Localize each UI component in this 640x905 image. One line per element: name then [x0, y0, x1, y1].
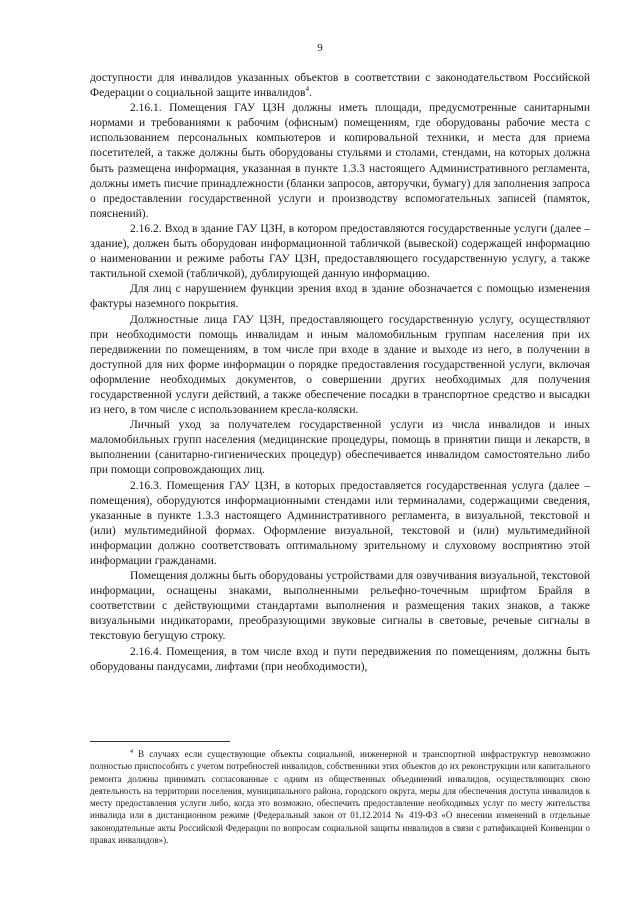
paragraph-vision-impaired: Для лиц с нарушением функции зрения вход в здание обозначается с помощью изменения фактуры наземного покрытия.	[90, 283, 590, 311]
paragraph-2-16-1: 2.16.1. Помещения ГАУ ЦЗН должны иметь площади, предусмотренные санитарными нормами и требованиями к рабочим (офисным) помещениям, где оборудованы рабочие места с использованием персональных компьютеров и копировальной техники, и места для приема посетителей, а также должны быть оборудованы стульями и столами, стендами, на которых должна быть размещена информация, указанная в пункте 1.3.3 настоящего Административного регламента, должны иметь писчие принадлежности (бланки запросов, авторучки, бумагу) для заполнения запроса о предоставлении государственной услуги и производству вспомогательных записей (памяток, пояснений).	[90, 102, 590, 220]
footnote-reference[interactable]: 4	[305, 85, 309, 94]
footnote-text: В случаях если существующие объекты социальной, инженерной и транспортной инфраструктур невозможно полностью приспособить с учетом потребностей инвалидов, собственники этих объектов до их реконструкции или капитального ремонта должны принимать согласованные с одним из общественных объединений инвалидов, осуществляющих свою деятельность на территории поселения, муниципального района, городского округа, меры для обеспечения доступа инвалидов к месту предоставления услуги либо, когда это возможно, обеспечить предоставление необходимых услуг по месту жительства инвалида или в дистанционном режиме (Федеральный закон от 01.12.2014 № 419-ФЗ «О внесении изменений в отдельные законодательные акты Российской Федерации по вопросам социальной защиты инвалидов в связи с ратификацией Конвенции о правах инвалидов»).	[90, 749, 590, 846]
footnote-4	[90, 748, 590, 846]
paragraph-continuation: доступности для инвалидов указанных объектов в соответствии с законодательством Российской Федерации о социальной защите инвалидов$^4$.	[90, 72, 590, 100]
footnotes	[90, 748, 590, 846]
paragraph-2-16-2: 2.16.2. Вход в здание ГАУ ЦЗН, в котором предоставляются государственные услуги (далее – здание), должен быть оборудован информационной табличкой (вывеской) содержащей информацию о наименовании и режиме работы ГАУ ЦЗН, предоставляющего государственную услугу, а также тактильной схемой (табличкой), дублирующей данную информацию.	[90, 222, 590, 281]
document-body	[90, 71, 590, 675]
footnote-mark: 4	[130, 749, 133, 755]
paragraph-officials-assistance: Должностные лица ГАУ ЦЗН, предоставляющего государственную услугу, осуществляют при необходимости помощь инвалидам и иным маломобильным группам населения при их передвижении по помещениям, в том числе при входе в здание и выходе из него, в получении в доступной для них форме информации о порядке предоставления государственной услуги, включая оформление необходимых документов, о совершении других необходимых для получения государственной услуги действий, а также обеспечение посадки в транспортное средство и высадки из него, в том числе с использованием кресла-коляски.	[90, 313, 590, 417]
paragraph-personal-care: Личный уход за получателем государственной услуги из числа инвалидов и иных маломобильных групп населения (медицинские процедуры, помощь в принятии пищи и лекарств, в выполнении (санитарно-гигиенических процедур) обеспечивается инвалидом самостоятельно либо при помощи сопровождающих лиц.	[90, 419, 590, 477]
paragraph-equipment: Помещения должны быть оборудованы устройствами для озвучивания визуальной, текстовой информации, оснащены знаками, выполненными рельефно-точечным шрифтом Брайля в соответствии с действующими стандартами выполнения и размещения таких знаков, а также визуальными индикаторами, преобразующими звуковые сигналы в световые, речевые сигналы в текстовую бегущую строку.	[90, 570, 590, 643]
paragraph-2-16-3: 2.16.3. Помещения ГАУ ЦЗН, в которых предоставляется государственная услуга (далее – помещения), оборудуются информационными стендами или терминалами, содержащими сведения, указанные в пункте 1.3.3 настоящего Административного регламента, в визуальной, текстовой и (или) мультимедийной формах. Оформление визуальной, текстовой и (или) мультимедийной информации должно соответствовать оптимальному зрительному и слуховому восприятию этой информации гражданами.	[90, 479, 590, 567]
page-number: 9	[317, 42, 323, 54]
footnote-divider	[90, 741, 230, 742]
paragraph-2-16-4: 2.16.4. Помещения, в том числе вход и пути передвижения по помещениям, должны быть оборудованы пандусами, лифтами (при необходимости),	[90, 645, 590, 673]
